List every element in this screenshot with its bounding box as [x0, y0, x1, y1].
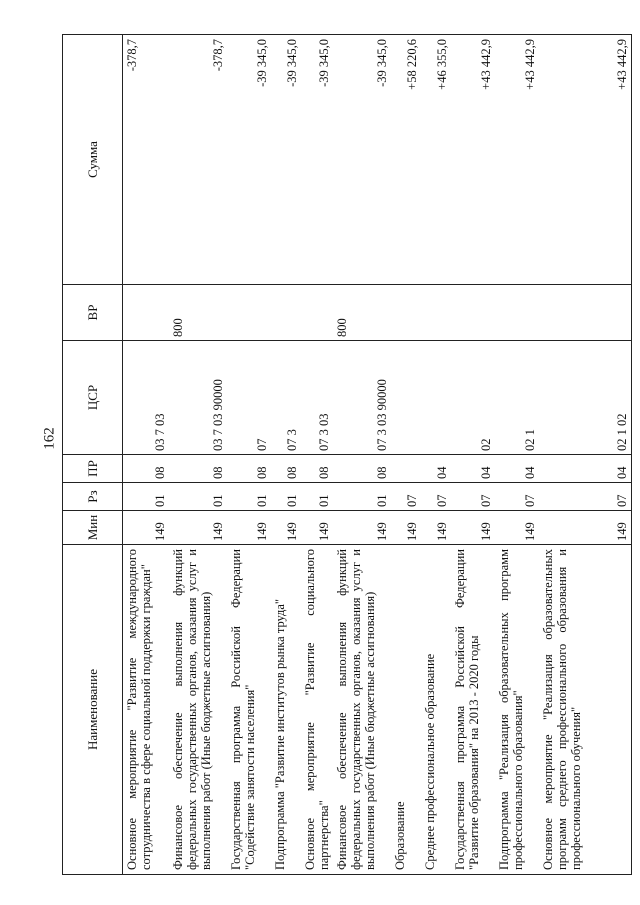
row-vr [301, 285, 333, 341]
row-min: 149 [301, 511, 333, 545]
row-sum: -39 345,0 [333, 35, 391, 285]
table-row [495, 35, 539, 875]
row-csr: 07 [227, 341, 271, 455]
header-rz: Рз [63, 483, 123, 511]
row-pr: 08 [227, 455, 271, 483]
row-min: 149 [391, 511, 421, 545]
row-pr: 08 [301, 455, 333, 483]
row-rz: 07 [539, 483, 632, 511]
row-csr: 02 1 [495, 341, 539, 455]
row-pr: 08 [333, 455, 391, 483]
row-sum: +46 355,0 [421, 35, 451, 285]
row-sum: +43 442,9 [451, 35, 495, 285]
row-min: 149 [451, 511, 495, 545]
row-pr: 04 [495, 455, 539, 483]
row-min: 149 [333, 511, 391, 545]
row-csr: 07 3 03 [301, 341, 333, 455]
row-csr [421, 341, 451, 455]
row-csr: 03 7 03 90000 [169, 341, 227, 455]
row-name: Финансовое обеспечение выполнения функций федеральных государственных органов, оказания услуг и выполнения работ (Иные бюджетные ассигнования) [333, 545, 391, 875]
table-row [421, 35, 451, 875]
header-vr: ВР [63, 285, 123, 341]
header-name: Наименование [63, 545, 123, 875]
row-vr [391, 285, 421, 341]
row-name: Образование [391, 545, 421, 875]
table-row [227, 35, 271, 875]
row-csr: 07 3 [271, 341, 301, 455]
budget-table-rotated [62, 35, 632, 875]
row-name: Основное мероприятие "Развитие социального партнерства" [301, 545, 333, 875]
table-row [271, 35, 301, 875]
table-row [539, 35, 632, 875]
row-min: 149 [227, 511, 271, 545]
row-rz: 07 [391, 483, 421, 511]
header-csr: ЦСР [63, 341, 123, 455]
row-csr: 03 7 03 [123, 341, 169, 455]
row-rz: 07 [421, 483, 451, 511]
table-row [123, 35, 169, 875]
row-vr: 800 [333, 285, 391, 341]
row-sum: +43 442,9 [495, 35, 539, 285]
table-row [333, 35, 391, 875]
row-vr: 800 [169, 285, 227, 341]
row-min: 149 [495, 511, 539, 545]
row-vr [539, 285, 632, 341]
row-sum: -378,7 [169, 35, 227, 285]
row-vr [451, 285, 495, 341]
row-rz: 01 [271, 483, 301, 511]
row-min: 149 [123, 511, 169, 545]
row-pr [391, 455, 421, 483]
row-pr: 04 [421, 455, 451, 483]
row-rz: 01 [123, 483, 169, 511]
row-min: 149 [169, 511, 227, 545]
row-pr: 08 [271, 455, 301, 483]
row-name: Основное мероприятие "Реализация образовательных программ среднего профессионального образования и профессионального обучения" [539, 545, 632, 875]
row-sum: -39 345,0 [227, 35, 271, 285]
row-min: 149 [271, 511, 301, 545]
row-rz: 01 [227, 483, 271, 511]
row-vr [227, 285, 271, 341]
row-csr: 02 1 02 [539, 341, 632, 455]
row-name: Государственная программа Российской Федерации "Развитие образования" на 2013 - 2020 годы [451, 545, 495, 875]
table-row [301, 35, 333, 875]
header-sum: Сумма [63, 35, 123, 285]
table-header-row [63, 35, 123, 875]
row-rz: 07 [495, 483, 539, 511]
row-name: Основное мероприятие "Развитие международного сотрудничества в сфере социальной поддержки граждан" [123, 545, 169, 875]
row-name: Подпрограмма "Развитие институтов рынка труда" [271, 545, 301, 875]
row-name: Среднее профессиональное образование [421, 545, 451, 875]
row-name: Финансовое обеспечение выполнения функций федеральных государственных органов, оказания услуг и выполнения работ (Иные бюджетные ассигнования) [169, 545, 227, 875]
row-rz: 07 [451, 483, 495, 511]
table-row [391, 35, 421, 875]
header-min: Мин [63, 511, 123, 545]
row-name: Подпрограмма "Реализация образовательных программ профессионального образования" [495, 545, 539, 875]
row-pr: 04 [451, 455, 495, 483]
row-rz: 01 [301, 483, 333, 511]
row-csr: 07 3 03 90000 [333, 341, 391, 455]
row-vr [123, 285, 169, 341]
row-min: 149 [539, 511, 632, 545]
row-csr: 02 [451, 341, 495, 455]
row-vr [271, 285, 301, 341]
page-number: 162 [41, 427, 58, 450]
header-pr: ПР [63, 455, 123, 483]
table-row [451, 35, 495, 875]
row-name: Государственная программа Российской Федерации "Содействие занятости населения" [227, 545, 271, 875]
row-pr: 08 [169, 455, 227, 483]
row-vr [495, 285, 539, 341]
row-sum: -378,7 [123, 35, 169, 285]
row-sum: -39 345,0 [301, 35, 333, 285]
row-rz: 01 [333, 483, 391, 511]
row-csr [391, 341, 421, 455]
row-pr: 08 [123, 455, 169, 483]
row-pr: 04 [539, 455, 632, 483]
row-vr [421, 285, 451, 341]
row-min: 149 [421, 511, 451, 545]
table-row [169, 35, 227, 875]
row-sum: +43 442,9 [539, 35, 632, 285]
row-rz: 01 [169, 483, 227, 511]
row-sum: -39 345,0 [271, 35, 301, 285]
budget-table [62, 34, 632, 875]
row-sum: +58 220,6 [391, 35, 421, 285]
